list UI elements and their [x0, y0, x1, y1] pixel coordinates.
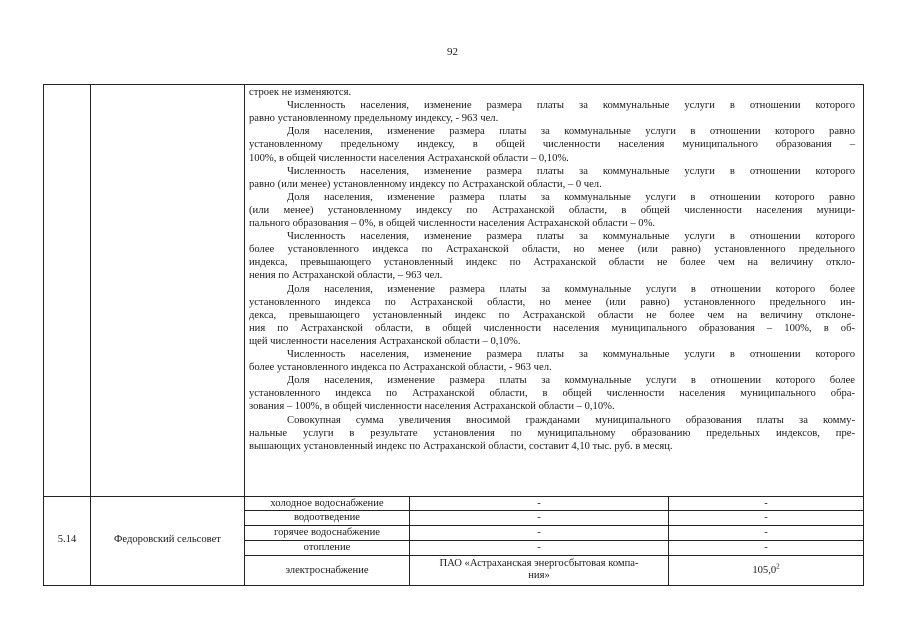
tariff-value-number: -: [764, 512, 768, 523]
municipality-name: Федоровский сельсовет: [114, 534, 221, 545]
paragraph-line: нальные услуги в результате установления по муниципальному образованию предельных индексов, пре-: [249, 427, 855, 439]
service-row-divider-1: [244, 510, 864, 511]
paragraph-line: Доля населения, изменение размера платы за коммунальные услуги в отношении которого более: [287, 283, 855, 295]
paragraph-line: равно (или менее) установленному индексу по Астраханской области, – 0 чел.: [249, 178, 602, 190]
provider-name: -: [537, 542, 541, 553]
provider-name: [410, 558, 668, 582]
paragraph-line: Численность населения, изменение размера платы за коммунальные услуги в отношении которого: [287, 100, 855, 112]
paragraph-line: индекса, превышающего установленный индекс по Астраханской области не более чем на величину откло-: [249, 257, 855, 269]
paragraph-line: Доля населения, изменение размера платы за коммунальные услуги в отношении которого равно: [287, 126, 855, 138]
paragraph-line: 100%, в общей численности населения Астраханской области – 0,10%.: [249, 152, 569, 164]
tariff-value: [669, 512, 863, 524]
paragraph-line: более установленного индекса по Астраханской области, но менее (или равно) установленного предельного: [249, 244, 855, 256]
tariff-value: [669, 527, 863, 539]
service-name: холодное водоснабжение: [270, 497, 384, 509]
paragraph-line: более установленного индекса по Астраханской области, - 963 чел.: [249, 362, 552, 374]
table-left-border: [43, 84, 44, 586]
paragraph-line: декса, превышающего установленный индекс по Астраханской области не более чем на величину отклоне-: [249, 309, 855, 321]
paragraph-line: установленного индекса по Астраханской области, в общей численности населения муниципального обра-: [249, 388, 855, 400]
column-divider-number: [90, 84, 91, 586]
page-number: 92: [447, 46, 458, 58]
provider-name: -: [537, 527, 541, 538]
provider-name: -: [537, 497, 541, 509]
paragraph-line: ния по Астраханской области, в общей численности населения муниципального образования – 100%, в об-: [249, 322, 855, 334]
provider-name-line: ПАО «Астраханская энергосбытовая компа-: [439, 558, 639, 569]
table-bottom-border: [43, 585, 864, 586]
paragraph-line: установленному предельному индексу, в общей численности населения муниципального образования –: [249, 139, 855, 151]
paragraph-line: пального образования – 0%, в общей численности населения Астраханской области – 0%.: [249, 218, 656, 229]
tariff-value: [669, 542, 863, 554]
paragraph-line: вышающих установленный индекс по Астраханской области, составит 4,10 тыс. руб. в месяц.: [249, 440, 673, 452]
tariff-value-number: -: [764, 497, 768, 509]
tariff-value-number: -: [764, 542, 768, 553]
paragraph-line: нения по Астраханской области, – 963 чел.: [249, 270, 443, 282]
tariff-value-number: 105,0: [752, 564, 777, 576]
provider-name-line: ния»: [528, 570, 550, 581]
paragraph-line: установленного индекса по Астраханской области, но менее (или равно) установленного предельного ин-: [249, 296, 855, 308]
service-row-divider-2: [244, 525, 864, 526]
tariff-value-number: -: [764, 527, 768, 538]
paragraph-line: щей численности населения Астраханской области – 0,10%.: [249, 335, 521, 347]
paragraph-line: (или менее) установленному индексу по Астраханской области, в общей численности населения муници-: [249, 204, 855, 216]
paragraph-line: равно установленному предельному индексу, - 963 чел.: [249, 113, 499, 125]
paragraph-line: строек не изменяются.: [249, 87, 352, 98]
paragraph-line: Численность населения, изменение размера платы за коммунальные услуги в отношении которого: [287, 349, 855, 360]
service-row-divider-3: [244, 540, 864, 541]
service-name: горячее водоснабжение: [274, 527, 380, 538]
tariff-value: [669, 498, 863, 510]
tariff-value: [669, 561, 863, 577]
paragraph-line: Совокупная сумма увеличения вносимой гражданами муниципального образования платы за комму-: [287, 414, 855, 426]
paragraph-line: зования – 100%, в общей численности населения Астраханской области – 0,10%.: [249, 401, 615, 413]
paragraph-line: Доля населения, изменение размера платы за коммунальные услуги в отношении которого равно: [287, 191, 855, 203]
paragraph-line: Доля населения, изменение размера платы за коммунальные услуги в отношении которого более: [287, 375, 855, 387]
service-name: электроснабжение: [285, 564, 369, 576]
row-number: 5.14: [57, 534, 77, 545]
service-row-divider-4: [244, 555, 864, 556]
footnote-marker: 2: [776, 561, 780, 570]
service-name: водоотведение: [293, 512, 361, 523]
paragraph-line: Численность населения, изменение размера платы за коммунальные услуги в отношении которого: [287, 231, 855, 243]
provider-name: -: [537, 512, 541, 523]
service-name: отопление: [303, 542, 351, 553]
paragraph-line: Численность населения, изменение размера платы за коммунальные услуги в отношении которого: [287, 165, 855, 177]
table-top-border: [43, 84, 864, 85]
